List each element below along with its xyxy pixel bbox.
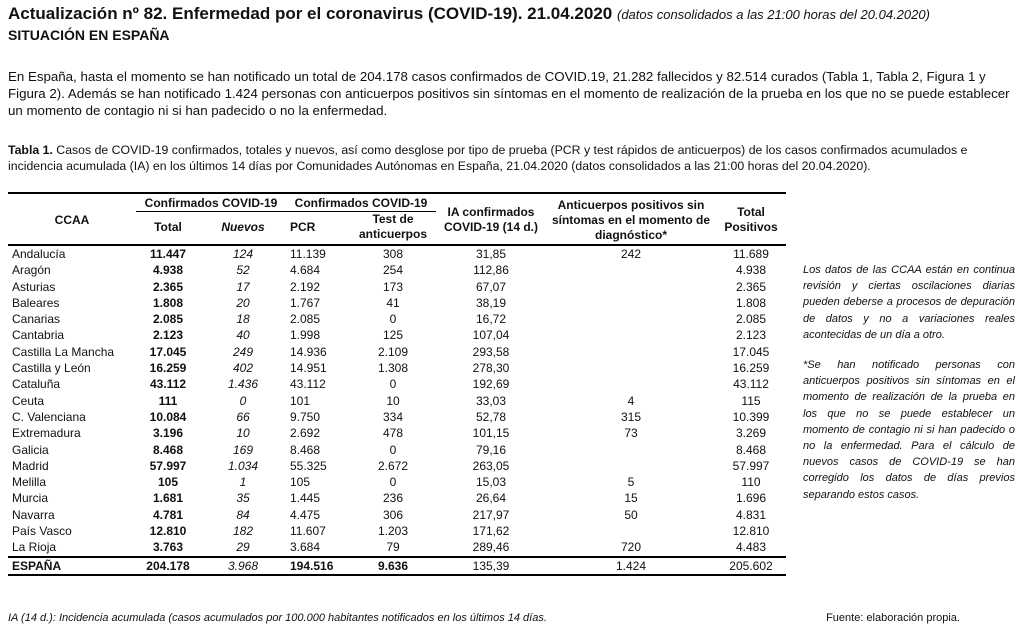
cell-nuevos: 3.968	[200, 557, 286, 575]
cell-nuevos: 1.034	[227, 458, 259, 473]
cell-ia: 16,72	[475, 312, 507, 327]
cell-test: 0	[389, 442, 397, 457]
cell-total: 4.938	[152, 263, 184, 278]
cell-test: 79	[386, 540, 400, 555]
cell-anti	[546, 295, 716, 311]
cell-anti	[546, 376, 716, 392]
cell-pcr: 105	[290, 475, 311, 490]
cell-test: 306	[382, 507, 404, 522]
cell-ia: 15,03	[475, 475, 507, 490]
cell-positivos: 110	[741, 475, 761, 490]
table-row	[8, 245, 786, 262]
cell-pcr: 43.112	[290, 377, 326, 392]
cell-anti: 315	[620, 409, 642, 424]
cell-anti	[546, 442, 716, 458]
cell-anti	[546, 327, 716, 343]
cell-anti	[546, 458, 716, 474]
cell-ia: 171,62	[472, 524, 510, 539]
cell-total: 17.045	[149, 344, 187, 359]
cell-nuevos: 66	[236, 409, 250, 424]
cell-nuevos: 40	[236, 328, 250, 343]
cell-nuevos: 0	[239, 393, 247, 408]
cell-pcr: 9.750	[290, 409, 321, 424]
cell-nuevos: 10	[236, 426, 250, 441]
header-confirmados: Confirmados COVID-19	[136, 193, 286, 212]
cell-nuevos: 1.436	[227, 377, 259, 392]
cell-positivos: 17.045	[732, 344, 770, 359]
cell-test: 236	[382, 491, 404, 506]
cell-ia: 31,85	[475, 247, 507, 261]
cell-positivos: 2.123	[735, 328, 767, 343]
title-note: (datos consolidados a las 21:00 horas del 20.04.2020)	[616, 7, 930, 22]
cell-test: 0	[389, 377, 397, 392]
cell-test: 125	[382, 328, 404, 343]
table-row	[8, 295, 786, 311]
header-test: Test de anticuerpos	[358, 212, 427, 241]
covid-table	[8, 192, 786, 576]
cell-ccaa: Ceuta	[12, 393, 45, 408]
cell-ia: 217,97	[472, 507, 510, 522]
table-row	[8, 425, 786, 441]
cell-pcr: 11.607	[290, 524, 326, 539]
cell-ia: 33,03	[475, 393, 507, 408]
cell-ccaa: Castilla y León	[12, 361, 91, 376]
cell-positivos: 10.399	[732, 409, 770, 424]
cell-anti	[546, 523, 716, 539]
cell-ccaa: Baleares	[12, 295, 60, 310]
table-row	[8, 490, 786, 506]
cell-nuevos: 18	[236, 312, 250, 327]
cell-positivos: 11.689	[733, 247, 769, 261]
cell-pcr: 14.951	[290, 361, 327, 376]
cell-anti	[546, 311, 716, 327]
cell-ia: 263,05	[472, 458, 510, 473]
cell-test: 334	[382, 409, 404, 424]
cell-test: 41	[386, 295, 400, 310]
cell-total: 2.365	[152, 279, 184, 294]
cell-ia: 38,19	[475, 295, 507, 310]
header-anticuerpos: Anticuerpos positivos sin síntomas en el momento de diagnóstico*	[546, 193, 716, 245]
footnote-ia: IA (14 d.): Incidencia acumulada (casos acumulados por 100.000 habitantes notificados en los últimos 14 días.	[8, 612, 547, 624]
cell-nuevos: 182	[232, 524, 254, 539]
cell-positivos: 4.938	[735, 263, 767, 278]
cell-test: 2.672	[377, 458, 409, 473]
cell-pcr: 3.684	[290, 540, 321, 555]
cell-ccaa: C. Valenciana	[12, 409, 86, 424]
cell-total: 4.781	[152, 507, 184, 522]
cell-test: 1.203	[377, 524, 409, 539]
table-row	[8, 360, 786, 376]
cell-anti: 1.424	[546, 557, 716, 575]
cell-ccaa: Castilla La Mancha	[12, 344, 115, 359]
cell-ia: 112,86	[473, 263, 509, 278]
cell-total: 57.997	[149, 458, 187, 473]
cell-positivos: 1.696	[735, 491, 767, 506]
title-main: Actualización nº 82. Enfermedad por el coronavirus (COVID-19). 21.04.2020	[8, 4, 613, 23]
cell-ia: 79,16	[475, 442, 507, 457]
caption-text: Casos de COVID-19 confirmados, totales y nuevos, así como desglose por tipo de prueba (PCR y test rápidos de anticuerpos) de los casos confirmados acumulados e incidencia acumulada (IA) en los últimos 14 días por Comunidades Autónomas en España, 21.04.2020 (datos consolidados a las 21:00 horas del 20.04.2020).	[8, 143, 968, 173]
cell-ccaa: Cantabria	[12, 328, 65, 343]
cell-anti: 73	[624, 426, 638, 441]
cell-anti: 15	[624, 491, 638, 506]
footnote-source: Fuente: elaboración propia.	[826, 612, 960, 624]
cell-positivos: 57.997	[732, 458, 770, 473]
cell-ia: 192,69	[472, 377, 510, 392]
cell-pcr: 4.684	[290, 263, 321, 278]
page-title	[8, 4, 930, 24]
cell-positivos: 3.269	[735, 426, 767, 441]
cell-ia: 289,46	[472, 540, 510, 555]
cell-ia: 67,07	[475, 279, 507, 294]
cell-test: 2.109	[377, 344, 409, 359]
table-row	[8, 376, 786, 392]
cell-positivos: 43.112	[733, 377, 769, 392]
table-row	[8, 409, 786, 425]
intro-paragraph: En España, hasta el momento se han notificado un total de 204.178 casos confirmados de COVID.19, 21.282 fallecidos y 82.514 curados (Tabla 1, Tabla 2, Figura 1 y Figura 2). Además se han notificado 1.424 personas con anticuerpos positivos sin síntomas en el momento de realización de la prueba en los que no se puede establecer un momento de contagio ni si han padecido o no la enfermedad.	[8, 69, 1010, 118]
cell-anti: 5	[627, 475, 635, 490]
header-total-positivos: Total Positivos	[716, 193, 786, 245]
header-confirmados-2: Confirmados COVID-19	[286, 193, 436, 212]
cell-positivos: 4.483	[735, 540, 767, 555]
cell-positivos: 8.468	[735, 442, 767, 457]
cell-pcr: 1.445	[290, 491, 321, 506]
cell-pcr: 2.085	[290, 312, 321, 327]
cell-test: 0	[389, 475, 397, 490]
table-row	[8, 279, 786, 295]
cell-nuevos: 249	[232, 344, 254, 359]
cell-total: 8.468	[152, 442, 184, 457]
cell-positivos: 205.602	[716, 557, 786, 575]
cell-anti: 720	[620, 540, 642, 555]
cell-ccaa: Navarra	[12, 507, 55, 522]
cell-ccaa: Asturias	[12, 279, 56, 294]
cell-positivos: 2.085	[735, 312, 767, 327]
cell-anti	[546, 360, 716, 376]
table-row	[8, 539, 786, 556]
cell-nuevos: 84	[236, 507, 250, 522]
cell-test: 1.308	[377, 361, 409, 376]
header-ia: IA confirmados COVID-19 (14 d.)	[436, 193, 546, 245]
cell-ia: 26,64	[475, 491, 507, 506]
cell-nuevos: 17	[236, 279, 250, 294]
cell-positivos: 16.259	[732, 361, 770, 376]
cell-nuevos: 52	[236, 263, 250, 278]
cell-pcr: 11.139	[290, 247, 326, 261]
cell-test: 308	[382, 247, 404, 261]
table-row	[8, 442, 786, 458]
cell-pcr: 2.692	[290, 426, 321, 441]
cell-test: 10	[386, 393, 400, 408]
table-caption	[8, 142, 1014, 174]
cell-anti: 4	[627, 393, 635, 408]
table-row	[8, 344, 786, 360]
cell-ia: 107,04	[472, 328, 510, 343]
side-notes	[803, 262, 1015, 503]
cell-pcr: 1.998	[290, 328, 321, 343]
cell-ia: 135,39	[436, 557, 546, 575]
cell-total: 105	[157, 475, 179, 490]
cell-pcr: 2.192	[290, 279, 321, 294]
cell-pcr: 14.936	[290, 344, 327, 359]
header-pcr: PCR	[290, 219, 316, 234]
cell-total: 11.447	[149, 247, 187, 261]
cell-nuevos: 29	[236, 540, 250, 555]
cell-anti	[546, 279, 716, 295]
cell-ia: 278,30	[472, 361, 510, 376]
cell-total: 111	[158, 393, 178, 408]
cell-test: 173	[382, 279, 404, 294]
header-total: Total	[154, 219, 182, 234]
cell-pcr: 194.516	[286, 557, 350, 575]
cell-ccaa: ESPAÑA	[8, 557, 136, 575]
cell-total: 1.808	[152, 295, 184, 310]
cell-total: 10.084	[149, 409, 187, 424]
table-row	[8, 262, 786, 278]
cell-test: 254	[382, 263, 404, 278]
cell-ccaa: La Rioja	[12, 540, 57, 555]
table-row	[8, 523, 786, 539]
cell-positivos: 115	[741, 393, 761, 408]
cell-nuevos: 20	[236, 295, 250, 310]
cell-test: 478	[382, 426, 404, 441]
cell-positivos: 12.810	[732, 524, 770, 539]
cell-nuevos: 402	[232, 361, 254, 376]
cell-ia: 52,78	[475, 409, 507, 424]
cell-positivos: 4.831	[735, 507, 767, 522]
cell-pcr: 8.468	[290, 442, 321, 457]
cell-ccaa: Andalucía	[12, 247, 66, 261]
cell-test: 0	[389, 312, 397, 327]
table-row	[8, 393, 786, 409]
cell-ccaa: Galicia	[12, 442, 49, 457]
cell-total: 43.112	[149, 377, 187, 392]
cell-anti	[546, 262, 716, 278]
cell-ccaa: Madrid	[12, 458, 49, 473]
cell-positivos: 2.365	[735, 279, 767, 294]
header-ccaa: CCAA	[8, 193, 136, 245]
table-row	[8, 327, 786, 343]
cell-ia: 101,15	[472, 426, 510, 441]
header-nuevos: Nuevos	[221, 219, 265, 234]
cell-ccaa: País Vasco	[12, 524, 72, 539]
cell-total: 1.681	[152, 491, 184, 506]
table-row	[8, 507, 786, 523]
side-note-anticuerpos: *Se han notificado personas con anticuerpos positivos sin síntomas en el momento de realización de la prueba en los que no se puede establecer un momento de contagio ni si han padecido o no la enfermedad. Para el cálculo de nuevos casos de COVID-19 se han corregido los datos de días previos separando estos casos.	[803, 359, 1015, 501]
total-row	[8, 557, 786, 575]
cell-ccaa: Melilla	[12, 475, 47, 490]
table-body	[8, 245, 786, 575]
cell-pcr: 1.767	[290, 295, 321, 310]
cell-total: 3.196	[152, 426, 184, 441]
cell-anti	[546, 344, 716, 360]
cell-total: 12.810	[149, 524, 187, 539]
cell-ia: 293,58	[472, 344, 510, 359]
cell-ccaa: Canarias	[12, 312, 61, 327]
cell-nuevos: 1	[239, 475, 247, 490]
cell-ccaa: Murcia	[12, 491, 49, 506]
cell-test: 9.636	[350, 557, 436, 575]
cell-ccaa: Extremadura	[12, 426, 81, 441]
cell-positivos: 1.808	[735, 295, 767, 310]
cell-ccaa: Aragón	[12, 263, 51, 278]
table-row	[8, 311, 786, 327]
cell-total: 3.763	[152, 540, 184, 555]
section-heading: SITUACIÓN EN ESPAÑA	[8, 27, 170, 43]
cell-total: 2.123	[152, 328, 184, 343]
side-note-revision: Los datos de las CCAA están en continua revisión y ciertas oscilaciones diarias pueden deberse a procesos de depuración de datos y no a variaciones reales acontecidas de un día a otro.	[803, 264, 1015, 341]
cell-pcr: 55.325	[290, 458, 327, 473]
cell-nuevos: 124	[232, 247, 254, 261]
table-row	[8, 474, 786, 490]
table-row	[8, 458, 786, 474]
cell-total: 2.085	[152, 312, 184, 327]
cell-total: 204.178	[136, 557, 200, 575]
cell-nuevos: 169	[232, 442, 254, 457]
cell-ccaa: Cataluña	[12, 377, 61, 392]
cell-nuevos: 35	[236, 491, 250, 506]
cell-anti: 50	[624, 507, 638, 522]
cell-pcr: 101	[290, 393, 311, 408]
caption-label: Tabla 1.	[8, 143, 53, 157]
cell-total: 16.259	[149, 361, 187, 376]
cell-anti: 242	[620, 247, 642, 261]
cell-pcr: 4.475	[290, 507, 321, 522]
